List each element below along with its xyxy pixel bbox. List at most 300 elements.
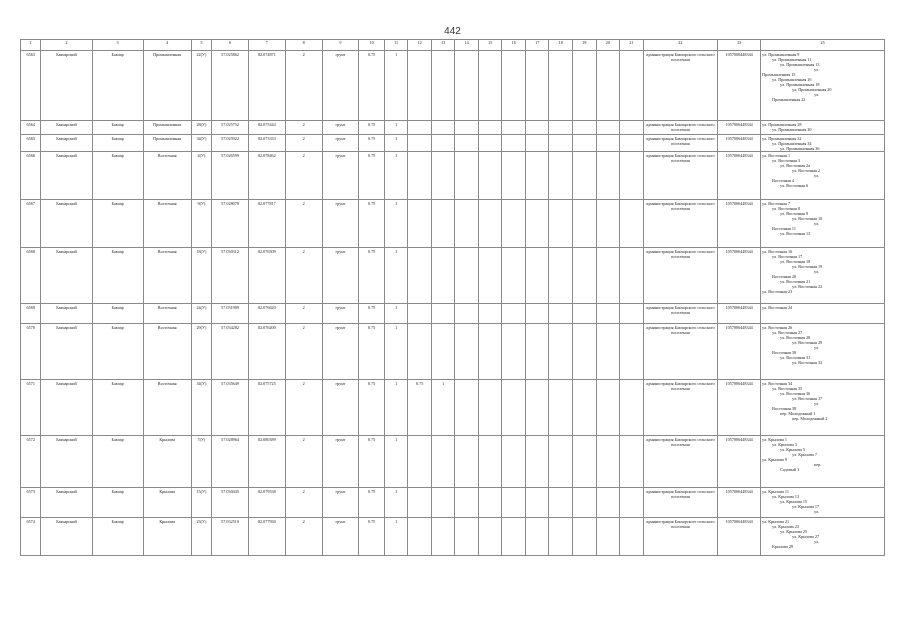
street-cell: Крылова [143, 436, 191, 488]
empty-cell [573, 488, 597, 518]
empty-cell [502, 304, 526, 324]
empty-cell [549, 248, 573, 304]
empty-cell [620, 152, 644, 200]
lanes-cell: 1 [384, 436, 408, 488]
empty-cell [596, 121, 620, 135]
surface-cell: грунт [322, 121, 359, 135]
empty-cell [478, 380, 502, 436]
address-line: ул. Восточная 34 [762, 380, 793, 386]
street-cell: Восточная [143, 380, 191, 436]
header-row [21, 40, 885, 51]
address-line: ул. Крылова 21 [762, 518, 790, 524]
column-header: 22 [643, 40, 718, 51]
empty-cell [573, 121, 597, 135]
inn-cell: 1057006448344 [718, 436, 761, 488]
empty-cell [596, 436, 620, 488]
address-line: ул. Крылова 17 [792, 503, 820, 509]
extra-count-cell [431, 304, 455, 324]
empty-cell [573, 51, 597, 121]
extra-count-cell [431, 152, 455, 200]
extra-count-cell [431, 488, 455, 518]
address-line: ул. [814, 508, 820, 514]
extra-count-cell [431, 200, 455, 248]
row-id: 6571 [21, 380, 41, 436]
address-line: ул. Восточная 31 [780, 354, 811, 360]
empty-cell [455, 200, 479, 248]
empty-cell [620, 324, 644, 380]
empty-cell [502, 436, 526, 488]
empty-cell [478, 488, 502, 518]
latitude-cell: 57.025922 [212, 135, 249, 152]
latitude-cell: 57.031909 [212, 304, 249, 324]
latitude-cell: 57.030312 [212, 248, 249, 304]
column-header: 16 [502, 40, 526, 51]
district-cell: Бакчарский [41, 488, 92, 518]
settlement-cell: Бакчар [92, 152, 143, 200]
empty-cell [573, 324, 597, 380]
extra-count-cell [431, 324, 455, 380]
row-id: 6568 [21, 248, 41, 304]
column-header: 4 [143, 40, 191, 51]
width-cell: 0.75 [359, 200, 385, 248]
empty-cell [549, 324, 573, 380]
column-header: 3 [92, 40, 143, 51]
administration-cell: администрация Бакчарского сельского поселения [643, 436, 718, 488]
empty-cell [502, 200, 526, 248]
category-cell: 2 [285, 51, 322, 121]
empty-cell [620, 248, 644, 304]
category-cell: 2 [285, 488, 322, 518]
settlement-cell: Бакчар [92, 121, 143, 135]
empty-cell [549, 380, 573, 436]
lanes-cell: 1 [384, 488, 408, 518]
inn-cell: 1057006448344 [718, 51, 761, 121]
category-cell: 2 [285, 436, 322, 488]
empty-cell [525, 436, 549, 488]
address-line: ул. Крылова 3 [772, 441, 798, 447]
surface-cell: грунт [322, 436, 359, 488]
address-line: пер. [814, 461, 822, 467]
district-cell: Бакчарский [41, 324, 92, 380]
column-header: 2 [41, 40, 92, 51]
empty-cell [549, 304, 573, 324]
column-header: 5 [191, 40, 211, 51]
empty-cell [596, 200, 620, 248]
district-cell: Бакчарский [41, 518, 92, 556]
inn-cell: 1057006448344 [718, 304, 761, 324]
latitude-cell: 57.032510 [212, 518, 249, 556]
empty-cell [502, 488, 526, 518]
longitude-cell: 82.075444 [248, 121, 285, 135]
empty-cell [596, 152, 620, 200]
column-header: 17 [525, 40, 549, 51]
addresses-cell [761, 135, 885, 152]
empty-cell [525, 380, 549, 436]
width-cell: 0.75 [359, 436, 385, 488]
inn-cell: 1057006448344 [718, 488, 761, 518]
empty-cell [478, 135, 502, 152]
road-number-cell: 7(У) [191, 436, 211, 488]
table-row [21, 152, 885, 200]
empty-cell [502, 51, 526, 121]
row-id: 6567 [21, 200, 41, 248]
empty-cell [525, 135, 549, 152]
address-line: ул. [814, 220, 820, 226]
column-header: 15 [478, 40, 502, 51]
longitude-cell: 82.078462 [248, 152, 285, 200]
latitude-cell: 57.025752 [212, 121, 249, 135]
category-cell: 2 [285, 248, 322, 304]
address-line: ул. Восточная 36 [780, 390, 811, 396]
extra-width-cell [408, 248, 432, 304]
street-cell: Промышленная [143, 51, 191, 121]
surface-cell: грунт [322, 200, 359, 248]
longitude-cell: 82.077817 [248, 200, 285, 248]
address-line: Восточная 20 [772, 273, 797, 279]
road-number-cell: 18(У) [191, 248, 211, 304]
empty-cell [620, 121, 644, 135]
road-number-cell: 23(У) [191, 518, 211, 556]
address-line: ул. Восточная 18 [780, 258, 811, 264]
empty-cell [573, 436, 597, 488]
address-line: ул. [814, 66, 820, 72]
street-cell: Крылова [143, 518, 191, 556]
address-line: ул. Промышленная 11 [772, 56, 812, 62]
addresses-cell [761, 324, 885, 380]
extra-count-cell [431, 135, 455, 152]
empty-cell [502, 380, 526, 436]
empty-cell [620, 380, 644, 436]
empty-cell [525, 200, 549, 248]
empty-cell [525, 518, 549, 556]
column-header: 10 [359, 40, 385, 51]
road-number-cell: 28(У) [191, 121, 211, 135]
address-line: ул. Промышленная 30 [772, 126, 812, 132]
administration-cell: администрация Бакчарского сельского поселения [643, 200, 718, 248]
empty-cell [620, 304, 644, 324]
table-row [21, 135, 885, 152]
address-line: ул. Восточная 37 [792, 395, 823, 401]
district-cell: Бакчарский [41, 121, 92, 135]
column-header: 18 [549, 40, 573, 51]
empty-cell [525, 324, 549, 380]
extra-width-cell [408, 121, 432, 135]
settlement-cell: Бакчар [92, 436, 143, 488]
settlement-cell: Бакчар [92, 380, 143, 436]
empty-cell [455, 304, 479, 324]
empty-cell [478, 200, 502, 248]
address-line: ул. Восточная 10 [792, 215, 823, 221]
administration-cell: администрация Бакчарского сельского поселения [643, 51, 718, 121]
administration-cell: администрация Бакчарского сельского поселения [643, 324, 718, 380]
address-line: ул. Восточная 9 [780, 210, 809, 216]
address-line: ул. Промышленная 34 [772, 140, 812, 146]
empty-cell [596, 380, 620, 436]
address-line: Крылова 29 [772, 543, 794, 549]
address-line: ул. Восточная 1 [762, 152, 791, 158]
lanes-cell: 1 [384, 304, 408, 324]
column-header: 6 [212, 40, 249, 51]
extra-width-cell [408, 436, 432, 488]
empty-cell [573, 518, 597, 556]
empty-cell [455, 135, 479, 152]
empty-cell [549, 436, 573, 488]
address-line: ул. Восточная 17 [772, 253, 803, 259]
column-header: 14 [455, 40, 479, 51]
width-cell: 0.75 [359, 518, 385, 556]
longitude-cell: 82.074871 [248, 51, 285, 121]
width-cell: 0.75 [359, 488, 385, 518]
addresses-cell [761, 248, 885, 304]
extra-width-cell: 0.75 [408, 380, 432, 436]
address-line: Восточная 30 [772, 349, 797, 355]
street-cell: Восточная [143, 304, 191, 324]
lanes-cell: 1 [384, 51, 408, 121]
street-cell: Крылова [143, 488, 191, 518]
address-line: ул. Восточная 32 [792, 359, 823, 365]
empty-cell [478, 518, 502, 556]
longitude-cell: 82.076620 [248, 304, 285, 324]
table-row [21, 200, 885, 248]
empty-cell [455, 518, 479, 556]
addresses-cell [761, 121, 885, 135]
empty-cell [478, 304, 502, 324]
addresses-cell [761, 518, 885, 556]
extra-width-cell [408, 135, 432, 152]
empty-cell [596, 518, 620, 556]
empty-cell [573, 380, 597, 436]
extra-count-cell [431, 51, 455, 121]
row-id: 6563 [21, 51, 41, 121]
empty-cell [620, 436, 644, 488]
empty-cell [525, 121, 549, 135]
surface-cell: грунт [322, 518, 359, 556]
empty-cell [455, 248, 479, 304]
address-line: ул. Крылова 27 [792, 533, 820, 539]
column-header: 7 [248, 40, 285, 51]
lanes-cell: 1 [384, 152, 408, 200]
empty-cell [478, 248, 502, 304]
addresses-cell [761, 152, 885, 200]
address-line: ул. Промышленная 16 [772, 76, 812, 82]
extra-width-cell [408, 518, 432, 556]
empty-cell [455, 380, 479, 436]
surface-cell: грунт [322, 51, 359, 121]
extra-width-cell [408, 488, 432, 518]
empty-cell [455, 121, 479, 135]
latitude-cell: 57.028964 [212, 436, 249, 488]
row-id: 6565 [21, 135, 41, 152]
settlement-cell: Бакчар [92, 518, 143, 556]
category-cell: 2 [285, 152, 322, 200]
address-line: ул. Восточная 28 [780, 334, 811, 340]
column-header: 13 [431, 40, 455, 51]
address-line: ул. Восточная 13 [780, 230, 811, 236]
row-id: 6564 [21, 121, 41, 135]
road-number-cell: 24(У) [191, 304, 211, 324]
empty-cell [502, 324, 526, 380]
extra-count-cell: 1 [431, 380, 455, 436]
table-row [21, 324, 885, 380]
empty-cell [549, 121, 573, 135]
table-row [21, 380, 885, 436]
street-cell: Восточная [143, 324, 191, 380]
address-line: ул. Восточная 7 [762, 200, 791, 206]
extra-width-cell [408, 51, 432, 121]
street-cell: Восточная [143, 248, 191, 304]
inn-cell: 1057006448344 [718, 380, 761, 436]
latitude-cell: 57.026599 [212, 152, 249, 200]
address-line: ул. Восточная 8 [772, 205, 801, 211]
address-line: ул. Промышленная 32 [762, 135, 802, 141]
empty-cell [596, 488, 620, 518]
empty-cell [549, 200, 573, 248]
empty-cell [525, 248, 549, 304]
column-header: 21 [620, 40, 644, 51]
category-cell: 2 [285, 200, 322, 248]
empty-cell [573, 135, 597, 152]
width-cell: 0.75 [359, 121, 385, 135]
table-row [21, 488, 885, 518]
latitude-cell: 57.030445 [212, 488, 249, 518]
empty-cell [478, 436, 502, 488]
longitude-cell: 82.080389 [248, 436, 285, 488]
empty-cell [620, 135, 644, 152]
administration-cell: администрация Бакчарского сельского поселения [643, 518, 718, 556]
district-cell: Бакчарский [41, 152, 92, 200]
latitude-cell: 57.034282 [212, 324, 249, 380]
row-id: 6570 [21, 324, 41, 380]
district-cell: Бакчарский [41, 380, 92, 436]
column-header: 1 [21, 40, 41, 51]
row-id: 6573 [21, 488, 41, 518]
district-cell: Бакчарский [41, 51, 92, 121]
longitude-cell: 82.079538 [248, 488, 285, 518]
address-line: ул. Крылова 5 [780, 446, 806, 452]
inn-cell: 1057006448344 [718, 324, 761, 380]
empty-cell [549, 51, 573, 121]
address-line: ул. [814, 91, 820, 97]
empty-cell [455, 152, 479, 200]
lanes-cell: 1 [384, 248, 408, 304]
empty-cell [549, 518, 573, 556]
column-header: 19 [573, 40, 597, 51]
empty-cell [596, 304, 620, 324]
surface-cell: грунт [322, 152, 359, 200]
address-line: ул. Восточная 3 [772, 157, 801, 163]
address-line: ул. Восточная 26 [762, 324, 793, 330]
administration-cell: администрация Бакчарского сельского поселения [643, 304, 718, 324]
district-cell: Бакчарский [41, 248, 92, 304]
category-cell: 2 [285, 324, 322, 380]
address-line: ул. Крылова 15 [780, 498, 808, 504]
column-header: 11 [384, 40, 408, 51]
longitude-cell: 82.076200 [248, 324, 285, 380]
settlement-cell: Бакчар [92, 324, 143, 380]
address-line: ул. Промышленная 18 [780, 81, 820, 87]
surface-cell: грунт [322, 248, 359, 304]
row-id: 6569 [21, 304, 41, 324]
empty-cell [478, 51, 502, 121]
address-line: ул. Восточная 24 [762, 304, 793, 310]
empty-cell [596, 248, 620, 304]
surface-cell: грунт [322, 135, 359, 152]
district-cell: Бакчарский [41, 135, 92, 152]
category-cell: 2 [285, 135, 322, 152]
extra-width-cell [408, 304, 432, 324]
latitude-cell: 57.025862 [212, 51, 249, 121]
width-cell: 0.75 [359, 152, 385, 200]
address-line: Промышленная 22 [772, 96, 806, 102]
settlement-cell: Бакчар [92, 135, 143, 152]
width-cell: 0.75 [359, 324, 385, 380]
street-cell: Восточная [143, 200, 191, 248]
empty-cell [478, 152, 502, 200]
addresses-cell [761, 436, 885, 488]
address-line: пер. Молодежный 1 [780, 410, 816, 416]
empty-cell [525, 304, 549, 324]
address-line: Восточная 38 [772, 405, 797, 411]
empty-cell [502, 518, 526, 556]
extra-width-cell [408, 152, 432, 200]
column-header: 23 [718, 40, 761, 51]
address-line: ул. Промышленная 20 [792, 86, 832, 92]
address-line: ул. Восточная 21 [780, 278, 811, 284]
inn-cell: 1057006448344 [718, 200, 761, 248]
address-line: ул. Промышленная 36 [780, 145, 820, 151]
row-id: 6574 [21, 518, 41, 556]
address-line: ул. [814, 400, 820, 406]
empty-cell [620, 51, 644, 121]
column-header: 12 [408, 40, 432, 51]
longitude-cell: 82.077930 [248, 518, 285, 556]
address-line: ул. Промышленная 9 [762, 51, 800, 57]
district-cell: Бакчарский [41, 304, 92, 324]
empty-cell [525, 51, 549, 121]
address-line: ул. Восточная 2а [780, 162, 810, 168]
lanes-cell: 1 [384, 380, 408, 436]
width-cell: 0.75 [359, 51, 385, 121]
extra-width-cell [408, 324, 432, 380]
empty-cell [455, 436, 479, 488]
road-number-cell: 9(У) [191, 200, 211, 248]
latitude-cell: 57.035649 [212, 380, 249, 436]
empty-cell [573, 200, 597, 248]
surface-cell: грунт [322, 304, 359, 324]
empty-cell [573, 152, 597, 200]
lanes-cell: 1 [384, 121, 408, 135]
empty-cell [620, 518, 644, 556]
address-line: ул. Крылова 23 [772, 523, 800, 529]
address-line: ул. Восточная 22 [792, 283, 823, 289]
category-cell: 2 [285, 518, 322, 556]
settlement-cell: Бакчар [92, 51, 143, 121]
category-cell: 2 [285, 304, 322, 324]
column-header: 9 [322, 40, 359, 51]
page-number: 442 [444, 26, 461, 37]
empty-cell [596, 135, 620, 152]
column-header: 20 [596, 40, 620, 51]
inn-cell: 1057006448344 [718, 152, 761, 200]
width-cell: 0.75 [359, 248, 385, 304]
address-line: ул. Крылова 7 [792, 451, 818, 457]
address-line: пер. Молодежный 2 [792, 415, 828, 421]
empty-cell [502, 152, 526, 200]
address-line: ул. Промышленная 28 [762, 121, 802, 127]
district-cell: Бакчарский [41, 200, 92, 248]
column-header: 25 [761, 40, 885, 51]
inn-cell: 1057006448344 [718, 248, 761, 304]
